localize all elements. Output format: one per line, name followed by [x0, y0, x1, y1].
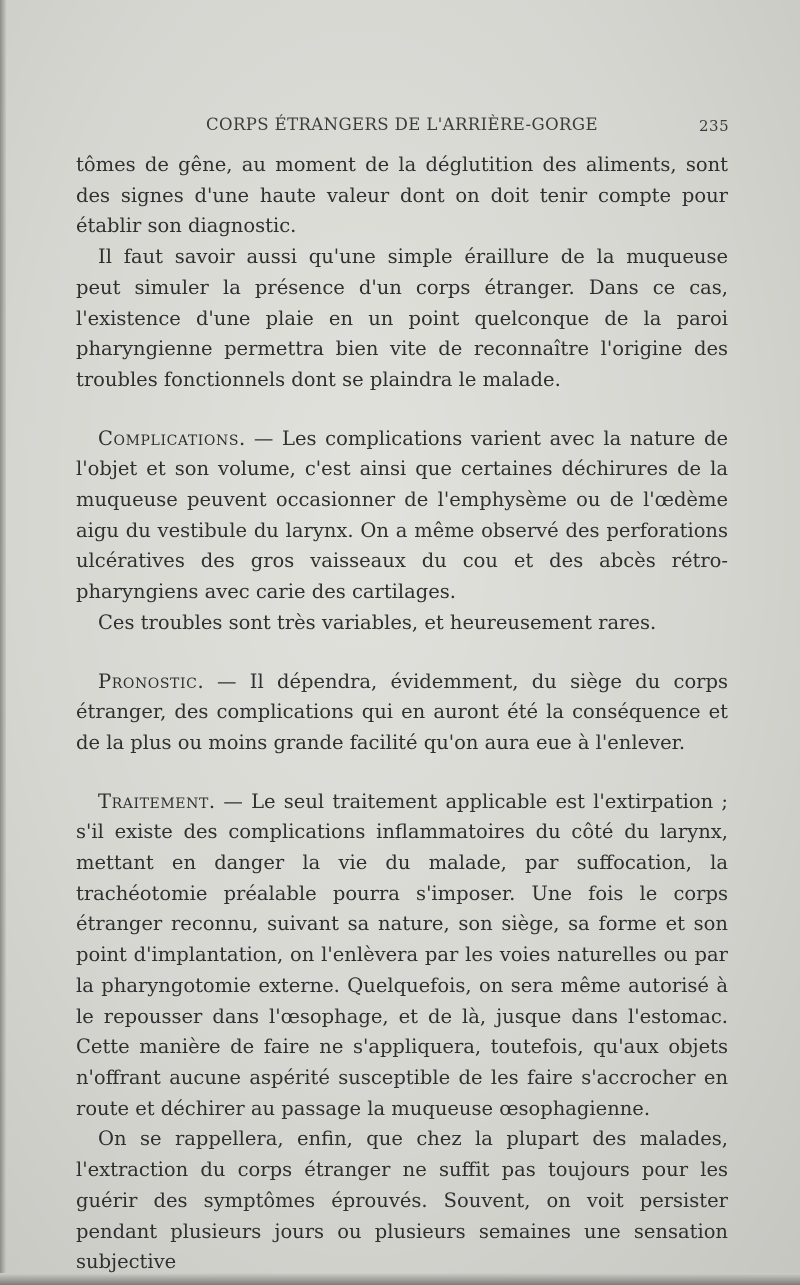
paragraph-rappel: On se rappellera, enfin, que chez la plupart des malades, l'extraction du corps étranger ne suffit pas toujours pour les guérir des symptômes éprouvés. Souvent, on voit persister pendant plusieurs jours ou plusieurs semaines une sensation subjective [76, 1127, 728, 1274]
section-heading-pronostic: Pronostic [98, 669, 198, 693]
paragraph-diagnostic-end: tômes de gêne, au moment de la déglutition des aliments, sont des signes d'une haute valeur dont on doit tenir compte pour établir son diagnostic. [76, 153, 728, 238]
body-text [76, 150, 728, 1278]
paragraph-troubles: Ces troubles sont très variables, et heureusement rares. [98, 610, 657, 634]
section-heading-traitement: Traitement [98, 789, 209, 813]
running-head [0, 115, 800, 139]
page-gutter-shadow [0, 0, 6, 1285]
section-complications: Complications. — Les complications varient avec la nature de l'objet et son volume, c'est ainsi que certaines déchirures de la muqueuse peuvent occasionner de l'emphysème ou de l'œdème aigu du vestibule du larynx. On a même observé des perforations ulcératives des gros vaisseaux du cou et des abcès rétro-pharyngiens avec carie des cartilages. [76, 426, 728, 604]
section-heading-complications: Complications [98, 426, 240, 450]
section-traitement: Traitement. — Le seul traitement applicable est l'extirpation ; s'il existe des complications inflammatoires du côté du larynx, mettant en danger la vie du malade, par suffocation, la trachéotomie préalable pourra s'imposer. Une fois le corps étranger reconnu, suivant sa nature, son siège, sa forme et son point d'implantation, on l'enlèvera par les voies naturelles ou par la pharyngotomie externe. Quelquefois, on sera même autorisé à le repousser dans l'œsophage, et de là, jusque dans l'estomac. Cette manière de faire ne s'appliquera, toutefois, qu'aux objets n'offrant aucune aspérité susceptible de les faire s'accrocher en route et déchirer au passage la muqueuse œsophagienne. [76, 789, 728, 1120]
paragraph-eraillure: Il faut savoir aussi qu'une simple éraillure de la muqueuse peut simuler la présence d'un corps étranger. Dans ce cas, l'existence d'une plaie en un point quelconque de la paroi pharyngienne permettra bien vite de reconnaître l'origine des troubles fonctionnels dont se plaindra le malade. [76, 245, 728, 391]
page-bottom-shadow [0, 1273, 800, 1285]
page-number: 235 [699, 117, 730, 135]
section-pronostic: Pronostic. — Il dépendra, évidemment, du siège du corps étranger, des complications qui en auront été la conséquence et de la plus ou moins grande facilité qu'on aura eue à l'enlever. [76, 669, 728, 754]
running-title: CORPS ÉTRANGERS DE L'ARRIÈRE-GORGE [206, 115, 598, 134]
